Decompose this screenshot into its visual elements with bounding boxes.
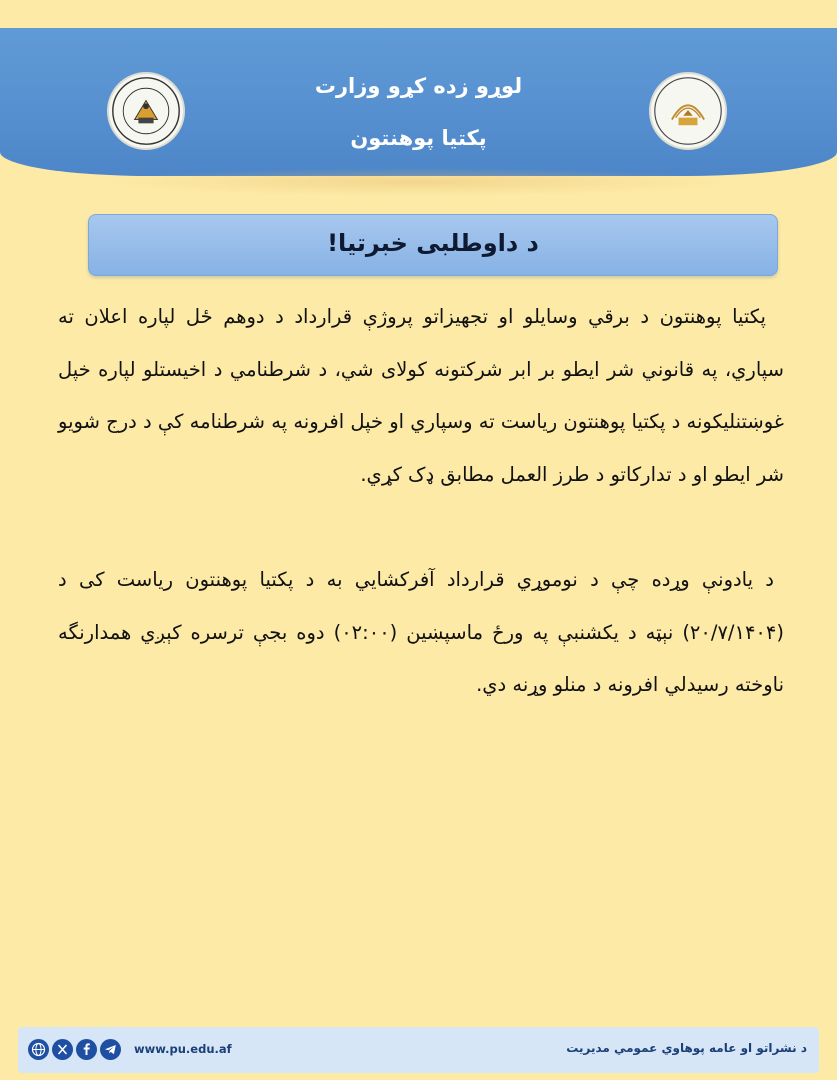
footer-bar: [18, 1027, 819, 1073]
announcement-paragraph-1: پکتیا پوهنتون د برقي وسایلو او تجهیزاتو پروژې قرارداد د دوهم ځل لپاره اعلان ته سپاري، په قانوني شر ایطو بر ابر شرکتونه کولای شي، د شرطنامي د اخیستلو لپاره خپل غوښتنلیکونه د پکتیا پوهنتون ریاست ته وسپاري او خپل افرونه په شرطنامه کې د درج شویو شر ایطو او د تدارکاتو د طرز العمل مطابق ډک کړي.: [58, 305, 784, 486]
x-icon[interactable]: [52, 1039, 73, 1060]
announcement-paragraph-2: د یادونې وړده چې د نوموړي قرارداد آفرکشایي به د پکتیا پوهنتون ریاست کی د (۲۰/۷/۱۴۰۴) نېټه د یکشنبې په ورځ ماسپښین (۰۲:۰۰) دوه بجې ترسره کېږي همدارنگه ناوخته رسیدلي افرونه د منلو وړنه دي.: [58, 568, 784, 696]
ministry-of-higher-education-seal: [649, 72, 727, 150]
announcement-title: د داوطلبی خبرتیا!: [327, 229, 539, 257]
social-icons: [28, 1039, 124, 1060]
telegram-icon[interactable]: [100, 1039, 121, 1060]
pakhtia-university-seal: [107, 72, 185, 150]
publisher-office: د نشراتو او عامه پوهاوي عمومي مدیریت: [566, 1041, 807, 1055]
university-title: پکتیا پوهنتون: [350, 126, 487, 150]
facebook-icon[interactable]: [76, 1039, 97, 1060]
globe-icon[interactable]: [28, 1039, 49, 1060]
header-shadow: [100, 168, 737, 196]
announcement-banner: [88, 214, 778, 276]
ministry-title: لوړو زده کړو وزارت: [314, 74, 523, 98]
website-link[interactable]: www.pu.edu.af: [134, 1042, 232, 1056]
